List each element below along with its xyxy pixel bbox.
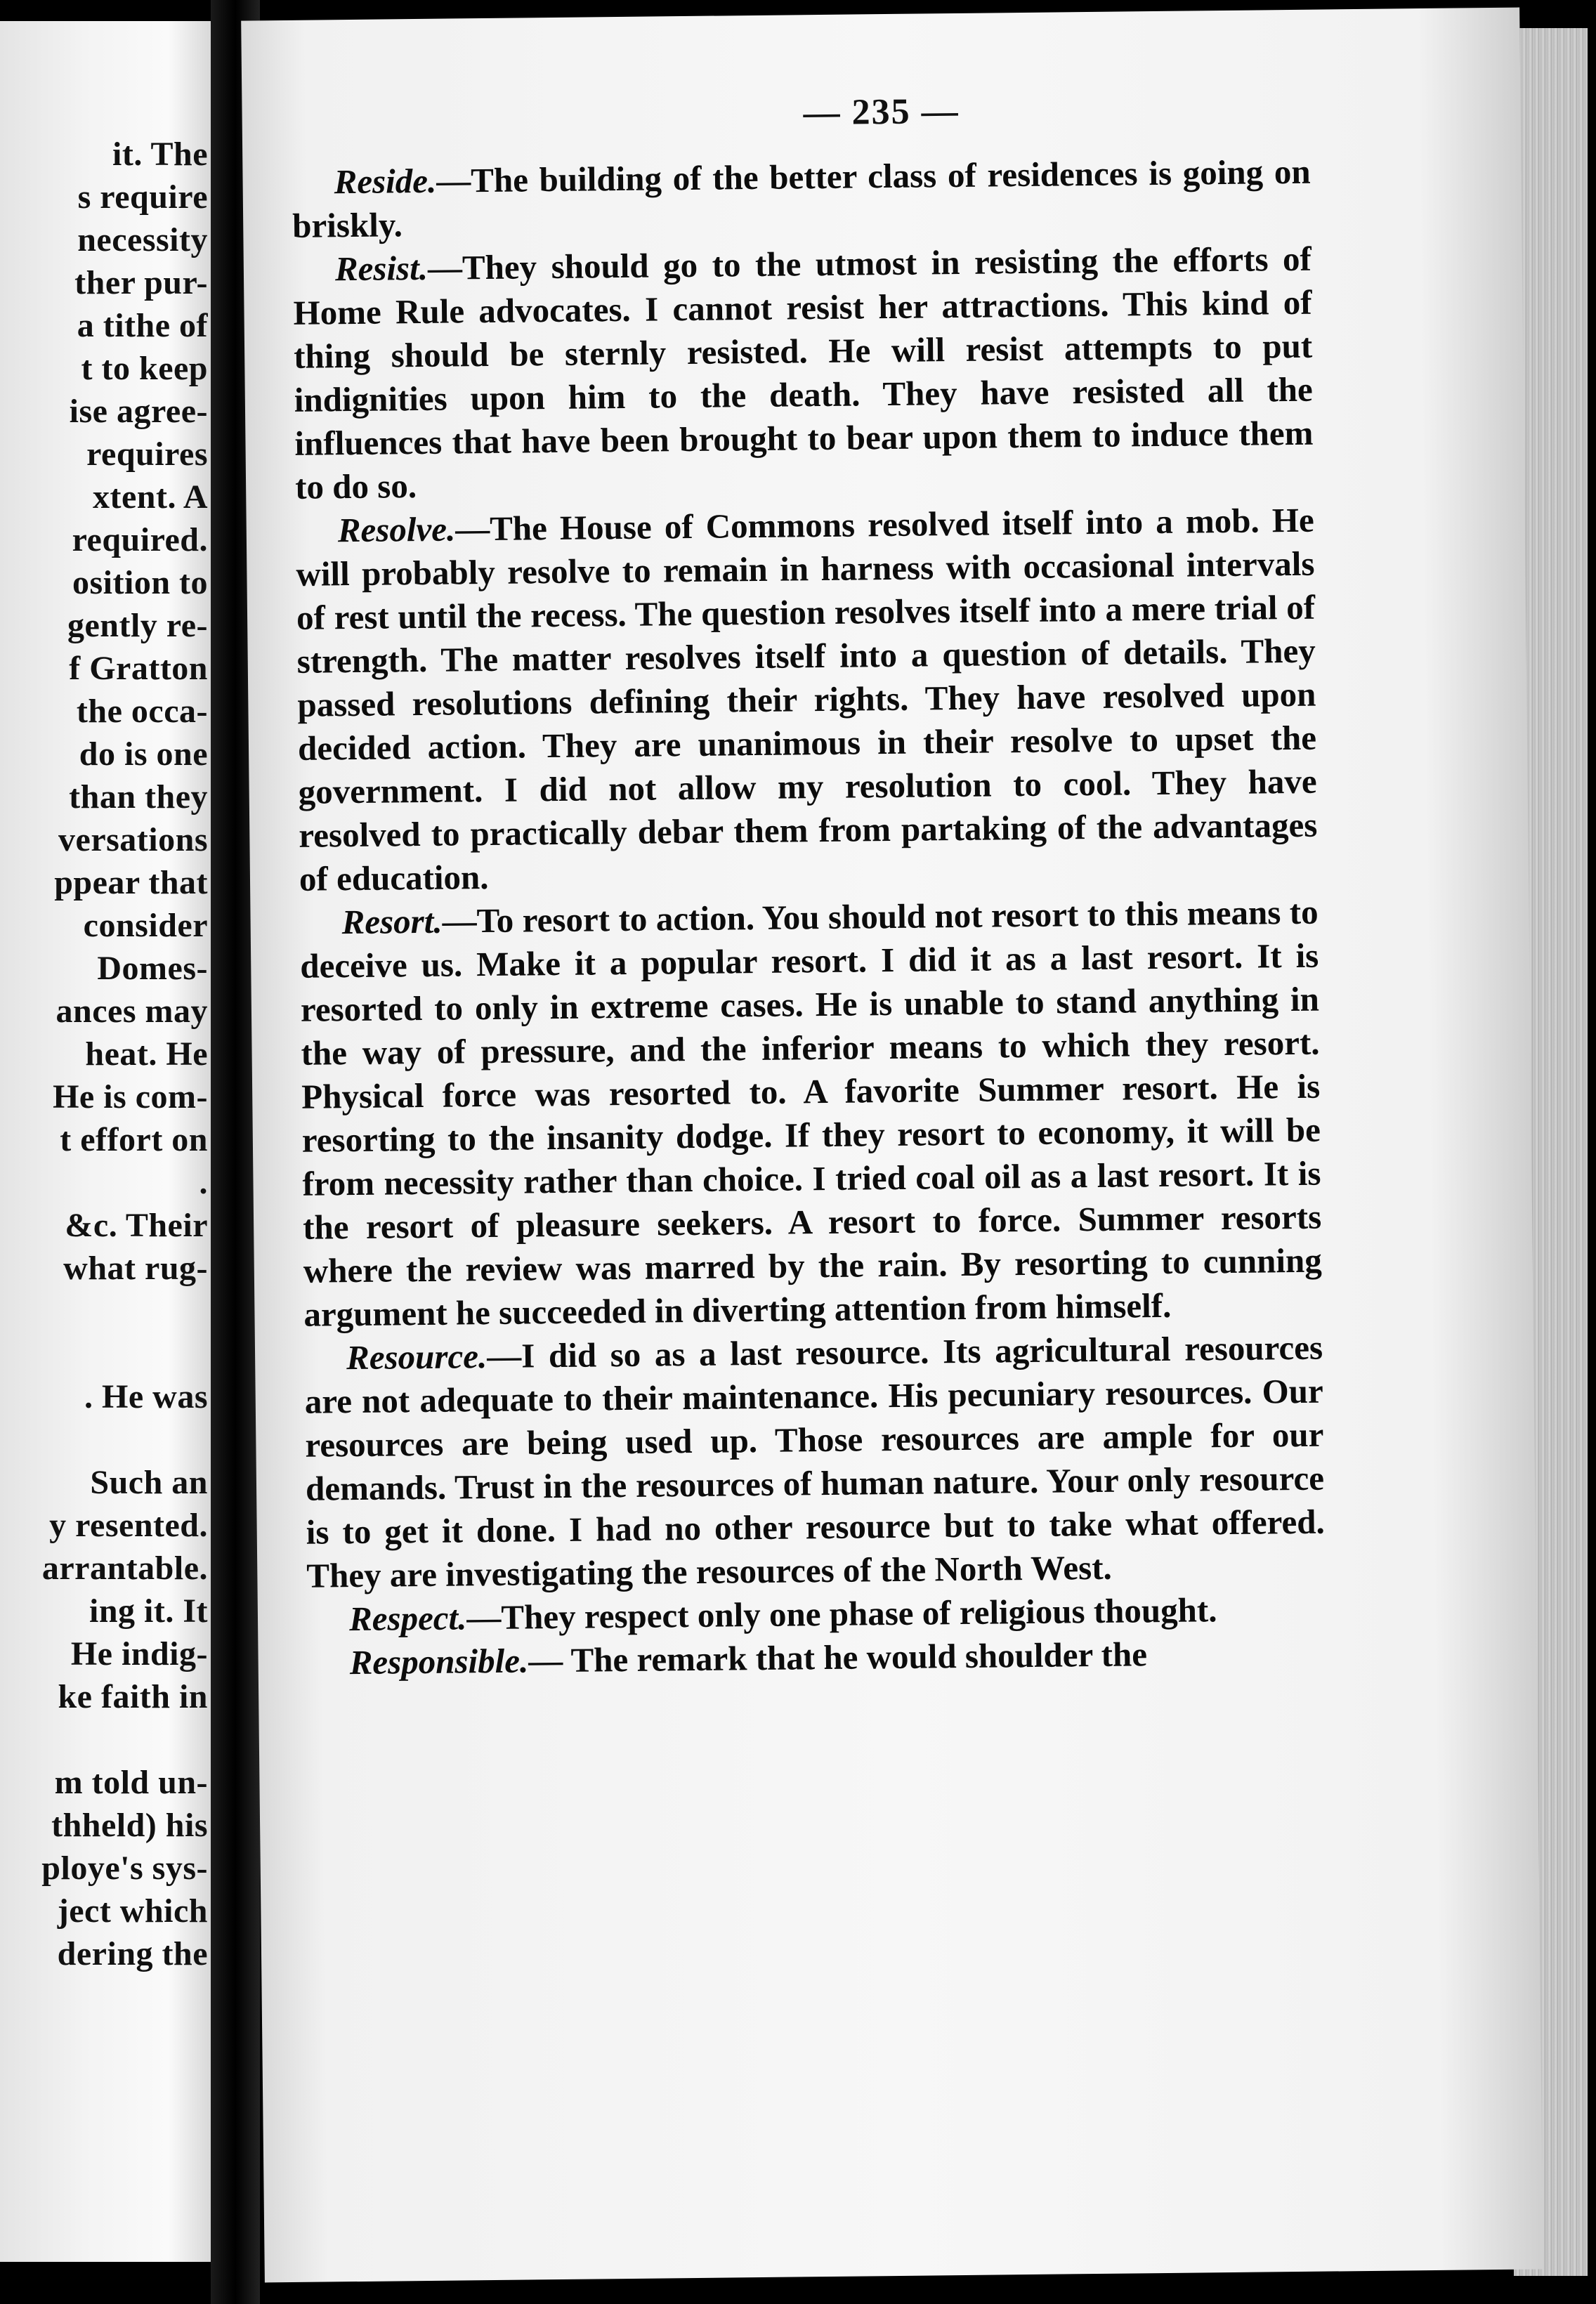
left-page-line: dering the <box>57 1935 208 1972</box>
left-page-line: ing it. It <box>89 1592 208 1630</box>
left-page-line: osition to <box>72 564 208 601</box>
left-page-line: arrantable. <box>41 1550 208 1587</box>
left-page-line: thheld) his <box>51 1807 208 1844</box>
entry-headword: Responsible. <box>349 1641 529 1682</box>
left-page-line: y resented. <box>49 1507 208 1544</box>
entry-headword: Reside. <box>334 161 437 202</box>
left-page-line: do is one <box>79 735 208 773</box>
main-page <box>241 8 1543 2283</box>
entry-text: — The remark that he would shoulder the <box>528 1635 1148 1680</box>
entry-text: —The building of the better class of residences is going on briskly. <box>292 152 1311 245</box>
left-page-line: the occa- <box>76 693 208 730</box>
left-page-line: heat. He <box>85 1035 208 1073</box>
dictionary-entry <box>299 891 1322 1337</box>
left-page-line: what rug- <box>63 1250 208 1287</box>
dictionary-text <box>292 150 1326 1685</box>
left-page-line: a tithe of <box>77 307 208 344</box>
left-page-line: m told un- <box>54 1764 208 1801</box>
left-page-line: t to keep <box>81 350 208 387</box>
left-page-fragment <box>0 21 211 2262</box>
left-page-line: Such an <box>90 1464 208 1501</box>
entry-headword: Resource. <box>346 1337 488 1377</box>
dictionary-entry <box>293 237 1314 509</box>
left-page-line: than they <box>69 778 208 816</box>
left-page-line: versations <box>58 821 208 858</box>
left-page-line: ances may <box>55 993 208 1030</box>
left-page-line: ke faith in <box>58 1678 208 1715</box>
left-page-line: &c. Their <box>65 1207 208 1244</box>
entry-text: —They respect only one phase of religious thought. <box>466 1590 1217 1637</box>
left-page-line: ploye's sys- <box>41 1850 208 1887</box>
left-page-line: . He was <box>84 1378 208 1415</box>
left-page-line: consider <box>83 907 208 944</box>
left-page-line: He is com- <box>53 1078 208 1115</box>
entry-headword: Resist. <box>334 248 429 289</box>
left-page-line: requires <box>86 436 208 473</box>
entry-text: —The House of Commons resolved itself into a mob. He will probably resolve to remain in harness with occasional intervals of rest until the recess. The question resolves itself into a mere trial of strength. The matter resolves itself into a question of details. They passed resolutions defining their rights. They have resolved upon decided action. They are unanimous in their resolve to upset the government. I did not allow my resolution to cool. They have resolved to practically debar them from partaking of the advantages of education. <box>296 500 1318 898</box>
entry-text: —They should go to the utmost in resisting the efforts of Home Rule advocates. I cannot resist her attractions. This kind of thing should be sternly resisted. He will resist attempts to put indignities upon him to the death. They have resisted all the influences that have been brought to bear upon them to induce them to do so. <box>293 239 1314 506</box>
left-page-line: xtent. A <box>93 478 208 516</box>
left-page-line: gently re- <box>67 607 208 644</box>
left-page-line: ther pur- <box>74 264 208 301</box>
left-page-line: ise agree- <box>69 393 208 430</box>
left-page-line: required. <box>72 521 208 558</box>
left-page-line: . <box>199 1164 208 1201</box>
left-page-line: t effort on <box>60 1121 208 1158</box>
left-page-line: ject which <box>57 1892 208 1930</box>
dictionary-entry <box>304 1326 1326 1598</box>
entry-text: —To resort to action. You should not resort to this means to deceive us. Make it a popular resort. I did it as a last resort. It is resorted to only in extreme cases. He is unable to stand anything in the way of pressure, and the inferior means to which they resort. Physical force was resorted to. A favorite Summer resort. He is resorting to the insanity dodge. If they resort to economy, it will be from necessity rather than choice. I tried coal oil as a last resort. It is the resort of pleasure seekers. A resort to force. Summer resorts where the review was marred by the rain. By resorting to cunning argument he succeeded in diverting attention from himself. <box>299 892 1323 1334</box>
left-page-line: Domes- <box>97 950 208 987</box>
entry-headword: Resort. <box>341 901 443 942</box>
page-number: — 235 — <box>803 91 960 133</box>
entry-headword: Respect. <box>348 1598 467 1639</box>
left-page-line: He indig- <box>70 1635 208 1673</box>
left-page-line: s require <box>77 178 208 216</box>
dictionary-entry <box>292 150 1311 248</box>
entry-text: —I did so as a last resource. Its agricultural resources are not adequate to their maintenance. His pecuniary resources. Our resources are being used up. Those resources are ample for our demands. Trust in the resources of human nature. Your only resource is to get it done. I had no other resource but to take what offered. They are investigating the resources of the North West. <box>304 1328 1325 1595</box>
left-page-line: f Gratton <box>69 650 208 687</box>
entry-headword: Resolve. <box>337 509 456 550</box>
left-page-line: it. The <box>112 136 208 173</box>
left-page-line: necessity <box>77 221 208 258</box>
left-page-line: ppear that <box>54 864 208 901</box>
dictionary-entry <box>295 499 1318 901</box>
